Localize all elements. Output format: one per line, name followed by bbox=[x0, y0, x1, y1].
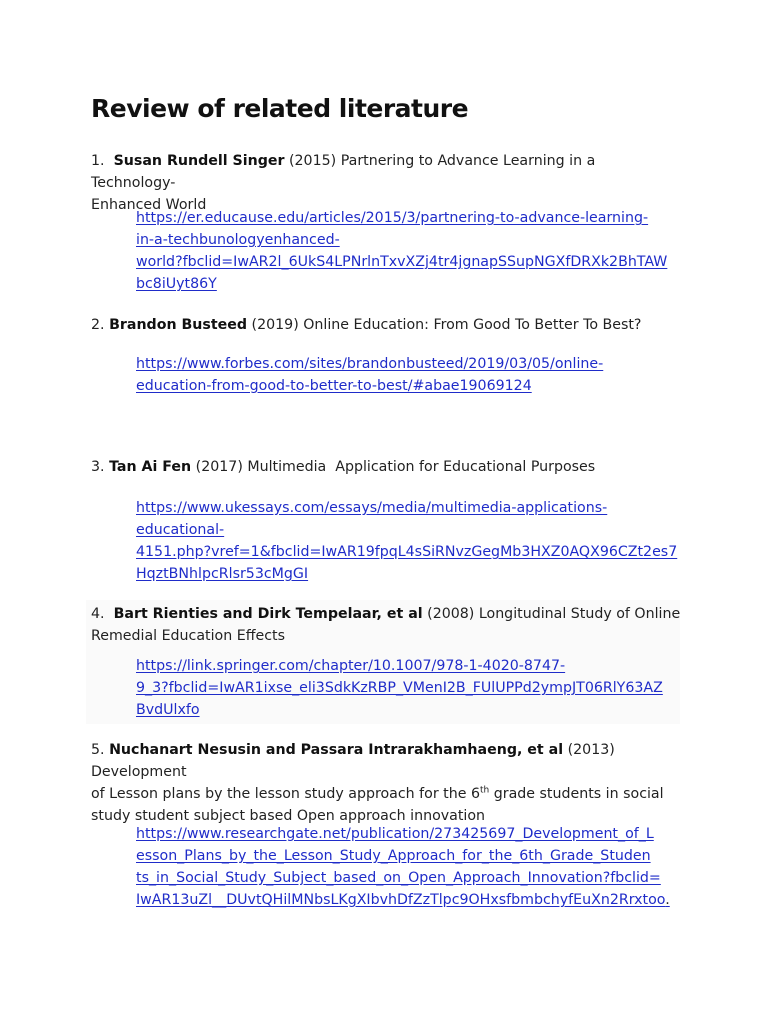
link-line[interactable]: 4151.php?vref=1&fbclid=IwAR19fpqL4sSiRNvzGegMb3HXZ0AQX96CZt2es7 bbox=[136, 544, 678, 560]
reference-link-5[interactable] bbox=[136, 823, 676, 911]
trailing-period: . bbox=[665, 892, 670, 908]
entry-year: (2008) bbox=[427, 606, 475, 622]
link-line[interactable]: https://www.ukessays.com/essays/media/multimedia-applications- bbox=[136, 500, 608, 516]
link-line-last[interactable] bbox=[136, 889, 676, 911]
reference-entry-3 bbox=[91, 456, 681, 478]
reference-entry-5 bbox=[91, 739, 681, 827]
link-line[interactable]: HqztBNhlpcRlsr53cMgGI bbox=[136, 566, 309, 582]
entry-title-line: grade students in social bbox=[489, 786, 664, 802]
link-line[interactable]: https://er.educause.edu/articles/2015/3/partnering-to-advance-learning- bbox=[136, 210, 649, 226]
reference-link-2[interactable] bbox=[136, 353, 676, 397]
entry-authors: Nuchanart Nesusin and Passara Intrarakhamhaeng, et al bbox=[109, 742, 564, 758]
entry-title-line: Online Education: From Good To Better To Best? bbox=[303, 317, 642, 333]
entry-year: (2019) bbox=[251, 317, 299, 333]
link-line[interactable]: educational- bbox=[136, 522, 225, 538]
link-line[interactable]: world?fbclid=IwAR2l_6UkS4LPNrlnTxvXZj4tr4jgnapSSupNGXfDRXk2BhTAW bbox=[136, 254, 668, 270]
page-title: Review of related literature bbox=[91, 94, 469, 123]
entry-year: (2015) bbox=[289, 153, 337, 169]
link-line[interactable]: education-from-good-to-better-to-best/#abae19069124 bbox=[136, 378, 532, 394]
entry-title-line: Development bbox=[91, 764, 187, 780]
entry-number: 1. bbox=[91, 153, 105, 169]
link-line[interactable]: esson_Plans_by_the_Lesson_Study_Approach_for_the_6th_Grade_Studen bbox=[136, 848, 651, 864]
link-line[interactable]: https://www.forbes.com/sites/brandonbusteed/2019/03/05/online- bbox=[136, 356, 604, 372]
link-line[interactable]: ts_in_Social_Study_Subject_based_on_Open_Approach_Innovation?fbclid= bbox=[136, 870, 661, 886]
link-line[interactable]: in-a-techbunologyenhanced- bbox=[136, 232, 340, 248]
entry-title-line: study student subject based Open approach innovation bbox=[91, 808, 486, 824]
link-line[interactable]: 9_3?fbclid=IwAR1ixse_eli3SdkKzRBP_VMenI2B_FUlUPPd2ympJT06RlY63AZ bbox=[136, 680, 663, 696]
superscript-th: th bbox=[480, 785, 490, 796]
entry-authors: Brandon Busteed bbox=[109, 317, 248, 333]
entry-number: 3. bbox=[91, 459, 105, 475]
entry-title-line: Remedial Education Effects bbox=[91, 628, 285, 644]
link-line[interactable]: bc8iUyt86Y bbox=[136, 276, 217, 292]
entry-number: 5. bbox=[91, 742, 105, 758]
reference-link-4[interactable] bbox=[136, 655, 676, 721]
entry-number: 2. bbox=[91, 317, 105, 333]
entry-title-line: of Lesson plans by the lesson study approach for the 6 bbox=[91, 786, 481, 802]
entry-authors: Bart Rienties and Dirk Tempelaar, et al bbox=[113, 606, 423, 622]
entry-title-line: Enhanced World bbox=[91, 197, 207, 213]
entry-title-line: Partnering to Advance Learning in a Technology- bbox=[91, 153, 596, 191]
entry-year: (2017) bbox=[195, 459, 243, 475]
entry-year: (2013) bbox=[567, 742, 615, 758]
link-line[interactable]: IwAR13uZl__DUvtQHilMNbsLKgXIbvhDfZzTlpc9OHxsfbmbchyfEuXn2Rrxtoo bbox=[136, 892, 666, 908]
entry-title-line: Longitudinal Study of Online bbox=[478, 606, 681, 622]
entry-number: 4. bbox=[91, 606, 105, 622]
reference-entry-2 bbox=[91, 314, 681, 336]
reference-link-1[interactable] bbox=[136, 207, 676, 295]
link-line[interactable]: BvdUlxfo bbox=[136, 702, 200, 718]
entry-authors: Susan Rundell Singer bbox=[113, 153, 285, 169]
entry-title-line: Multimedia Application for Educational Purposes bbox=[247, 459, 596, 475]
link-line[interactable]: https://link.springer.com/chapter/10.1007/978-1-4020-8747- bbox=[136, 658, 566, 674]
entry-authors: Tan Ai Fen bbox=[109, 459, 192, 475]
link-line[interactable]: https://www.researchgate.net/publication/273425697_Development_of_L bbox=[136, 826, 654, 842]
reference-entry-4 bbox=[91, 603, 681, 647]
reference-link-3[interactable] bbox=[136, 497, 676, 585]
